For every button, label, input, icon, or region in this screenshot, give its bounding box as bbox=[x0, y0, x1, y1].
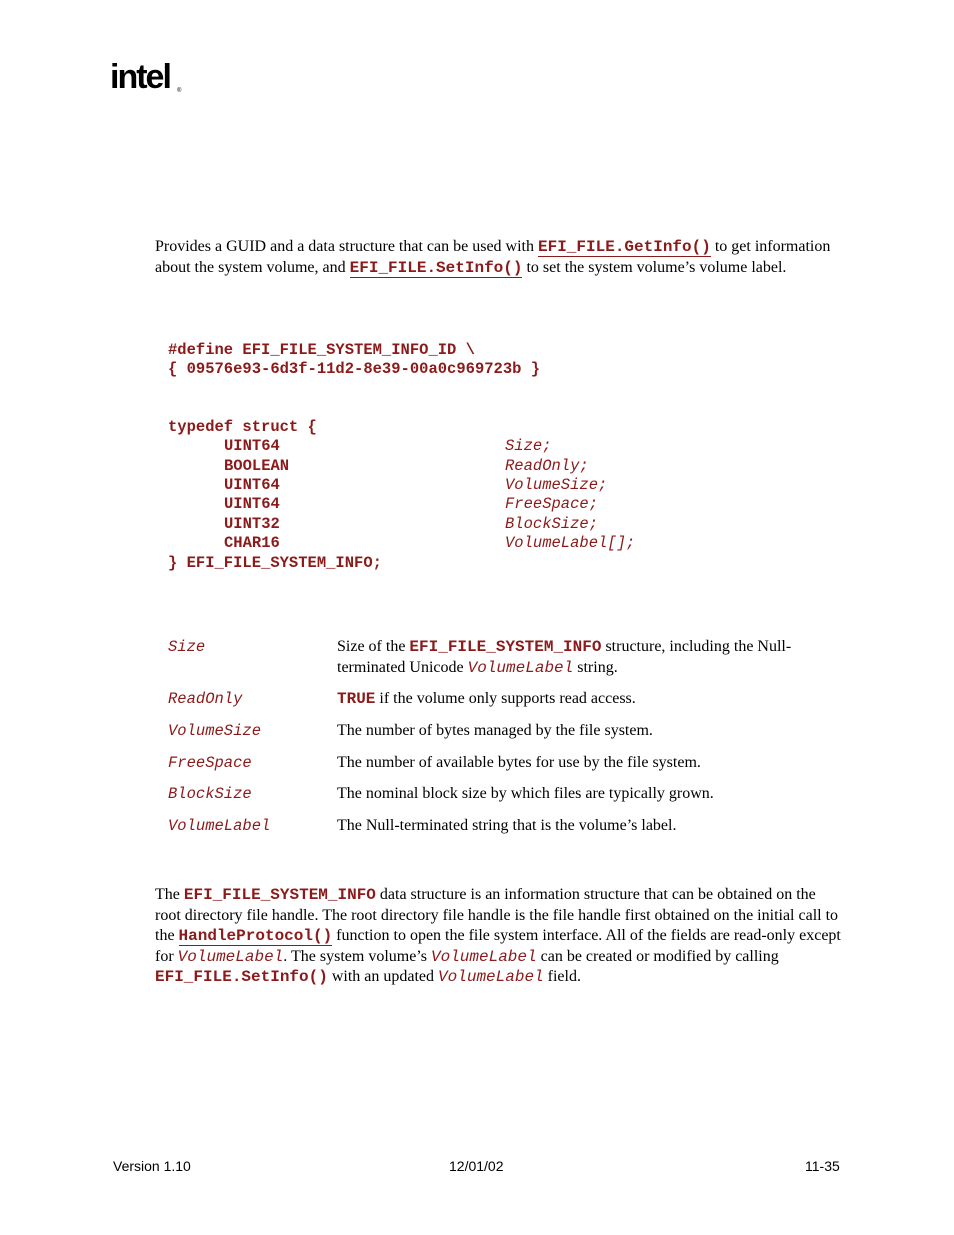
struct-field-type: CHAR16 bbox=[224, 534, 280, 552]
struct-field-type: UINT32 bbox=[224, 515, 280, 533]
logo-text: intel bbox=[110, 58, 170, 96]
param-name-freespace: FreeSpace bbox=[168, 754, 252, 772]
struct-field-name: Size; bbox=[505, 437, 552, 455]
param-name-blocksize: BlockSize bbox=[168, 785, 252, 803]
description-paragraph bbox=[155, 885, 841, 988]
param-desc-freespace: The number of available bytes for use by the file system. bbox=[337, 754, 701, 771]
param-desc-text: structure, including the Null-terminated Unicode bbox=[337, 638, 792, 676]
desc-italic: VolumeLabel bbox=[430, 947, 537, 966]
param-desc-text: if the volume only supports read access. bbox=[375, 690, 636, 707]
struct-field-name: ReadOnly; bbox=[505, 457, 589, 475]
param-desc-text: string. bbox=[573, 658, 618, 676]
desc-text: with an updated bbox=[327, 968, 439, 985]
struct-field-type: UINT64 bbox=[224, 495, 280, 513]
desc-text: function to open the file system interface. All of the fields are read-only except for bbox=[155, 927, 841, 965]
param-name-readonly: ReadOnly bbox=[168, 690, 243, 708]
struct-field-type: UINT64 bbox=[224, 476, 280, 494]
struct-field-type: BOOLEAN bbox=[224, 457, 290, 475]
desc-code: EFI_FILE.SetInfo() bbox=[155, 968, 328, 986]
struct-field-name: VolumeLabel[]; bbox=[505, 534, 636, 552]
struct-field-name: FreeSpace; bbox=[505, 495, 599, 513]
desc-italic: VolumeLabel bbox=[438, 968, 544, 986]
param-desc-italic: VolumeLabel bbox=[467, 658, 574, 677]
param-name-volumelabel: VolumeLabel bbox=[168, 817, 271, 835]
desc-text: can be created or modified by calling bbox=[536, 947, 779, 965]
struct-field-name: BlockSize; bbox=[505, 515, 599, 533]
guid-value-line: { 09576e93-6d3f-11d2-8e39-00a0c969723b } bbox=[168, 360, 541, 378]
guid-define-line: #define EFI_FILE_SYSTEM_INFO_ID \ bbox=[168, 341, 475, 359]
param-desc-code: TRUE bbox=[337, 690, 376, 708]
desc-code: EFI_FILE_SYSTEM_INFO bbox=[183, 886, 376, 904]
struct-open: typedef struct { bbox=[168, 418, 317, 436]
setinfo-link[interactable]: EFI_FILE.SetInfo() bbox=[349, 258, 523, 277]
intro-text-3: to set the system volume’s volume label. bbox=[522, 258, 787, 276]
struct-field-name: VolumeSize; bbox=[505, 476, 608, 494]
desc-text: field. bbox=[543, 968, 581, 985]
param-desc-volumesize: The number of bytes managed by the file system. bbox=[337, 722, 653, 739]
param-desc-size bbox=[337, 637, 837, 678]
handleprotocol-link[interactable]: HandleProtocol() bbox=[178, 927, 333, 945]
struct-close: } EFI_FILE_SYSTEM_INFO; bbox=[168, 554, 382, 572]
intel-logo bbox=[110, 58, 190, 106]
struct-field-type: UINT64 bbox=[224, 437, 280, 455]
footer-date: 12/01/02 bbox=[449, 1158, 504, 1174]
logo-registered: ® bbox=[177, 88, 182, 94]
footer-version: Version 1.10 bbox=[113, 1158, 191, 1174]
param-desc-volumelabel: The Null-terminated string that is the volume’s label. bbox=[337, 817, 677, 834]
footer-page-number: 11-35 bbox=[805, 1158, 840, 1174]
intro-text-2: to get information about the system volume, and bbox=[155, 238, 831, 276]
desc-italic: VolumeLabel bbox=[177, 947, 284, 966]
param-desc-code: EFI_FILE_SYSTEM_INFO bbox=[409, 638, 602, 656]
param-desc-blocksize: The nominal block size by which files are typically grown. bbox=[337, 785, 714, 802]
intro-text-1: Provides a GUID and a data structure that can be used with bbox=[155, 238, 538, 255]
param-desc-readonly bbox=[337, 689, 837, 710]
param-name-volumesize: VolumeSize bbox=[168, 722, 262, 740]
desc-text: The bbox=[155, 886, 184, 903]
desc-text: . The system volume’s bbox=[283, 947, 431, 965]
desc-text: data structure is an information structure that can be obtained on the root directory file handle. The root directory file handle is the file handle first obtained on the initial call to the bbox=[155, 886, 839, 944]
intro-paragraph bbox=[155, 237, 835, 278]
intel-logo-graphic bbox=[110, 58, 190, 106]
getinfo-link[interactable]: EFI_FILE.GetInfo() bbox=[538, 238, 711, 256]
param-desc-text: Size of the bbox=[337, 638, 410, 655]
param-name-size: Size bbox=[168, 638, 206, 656]
